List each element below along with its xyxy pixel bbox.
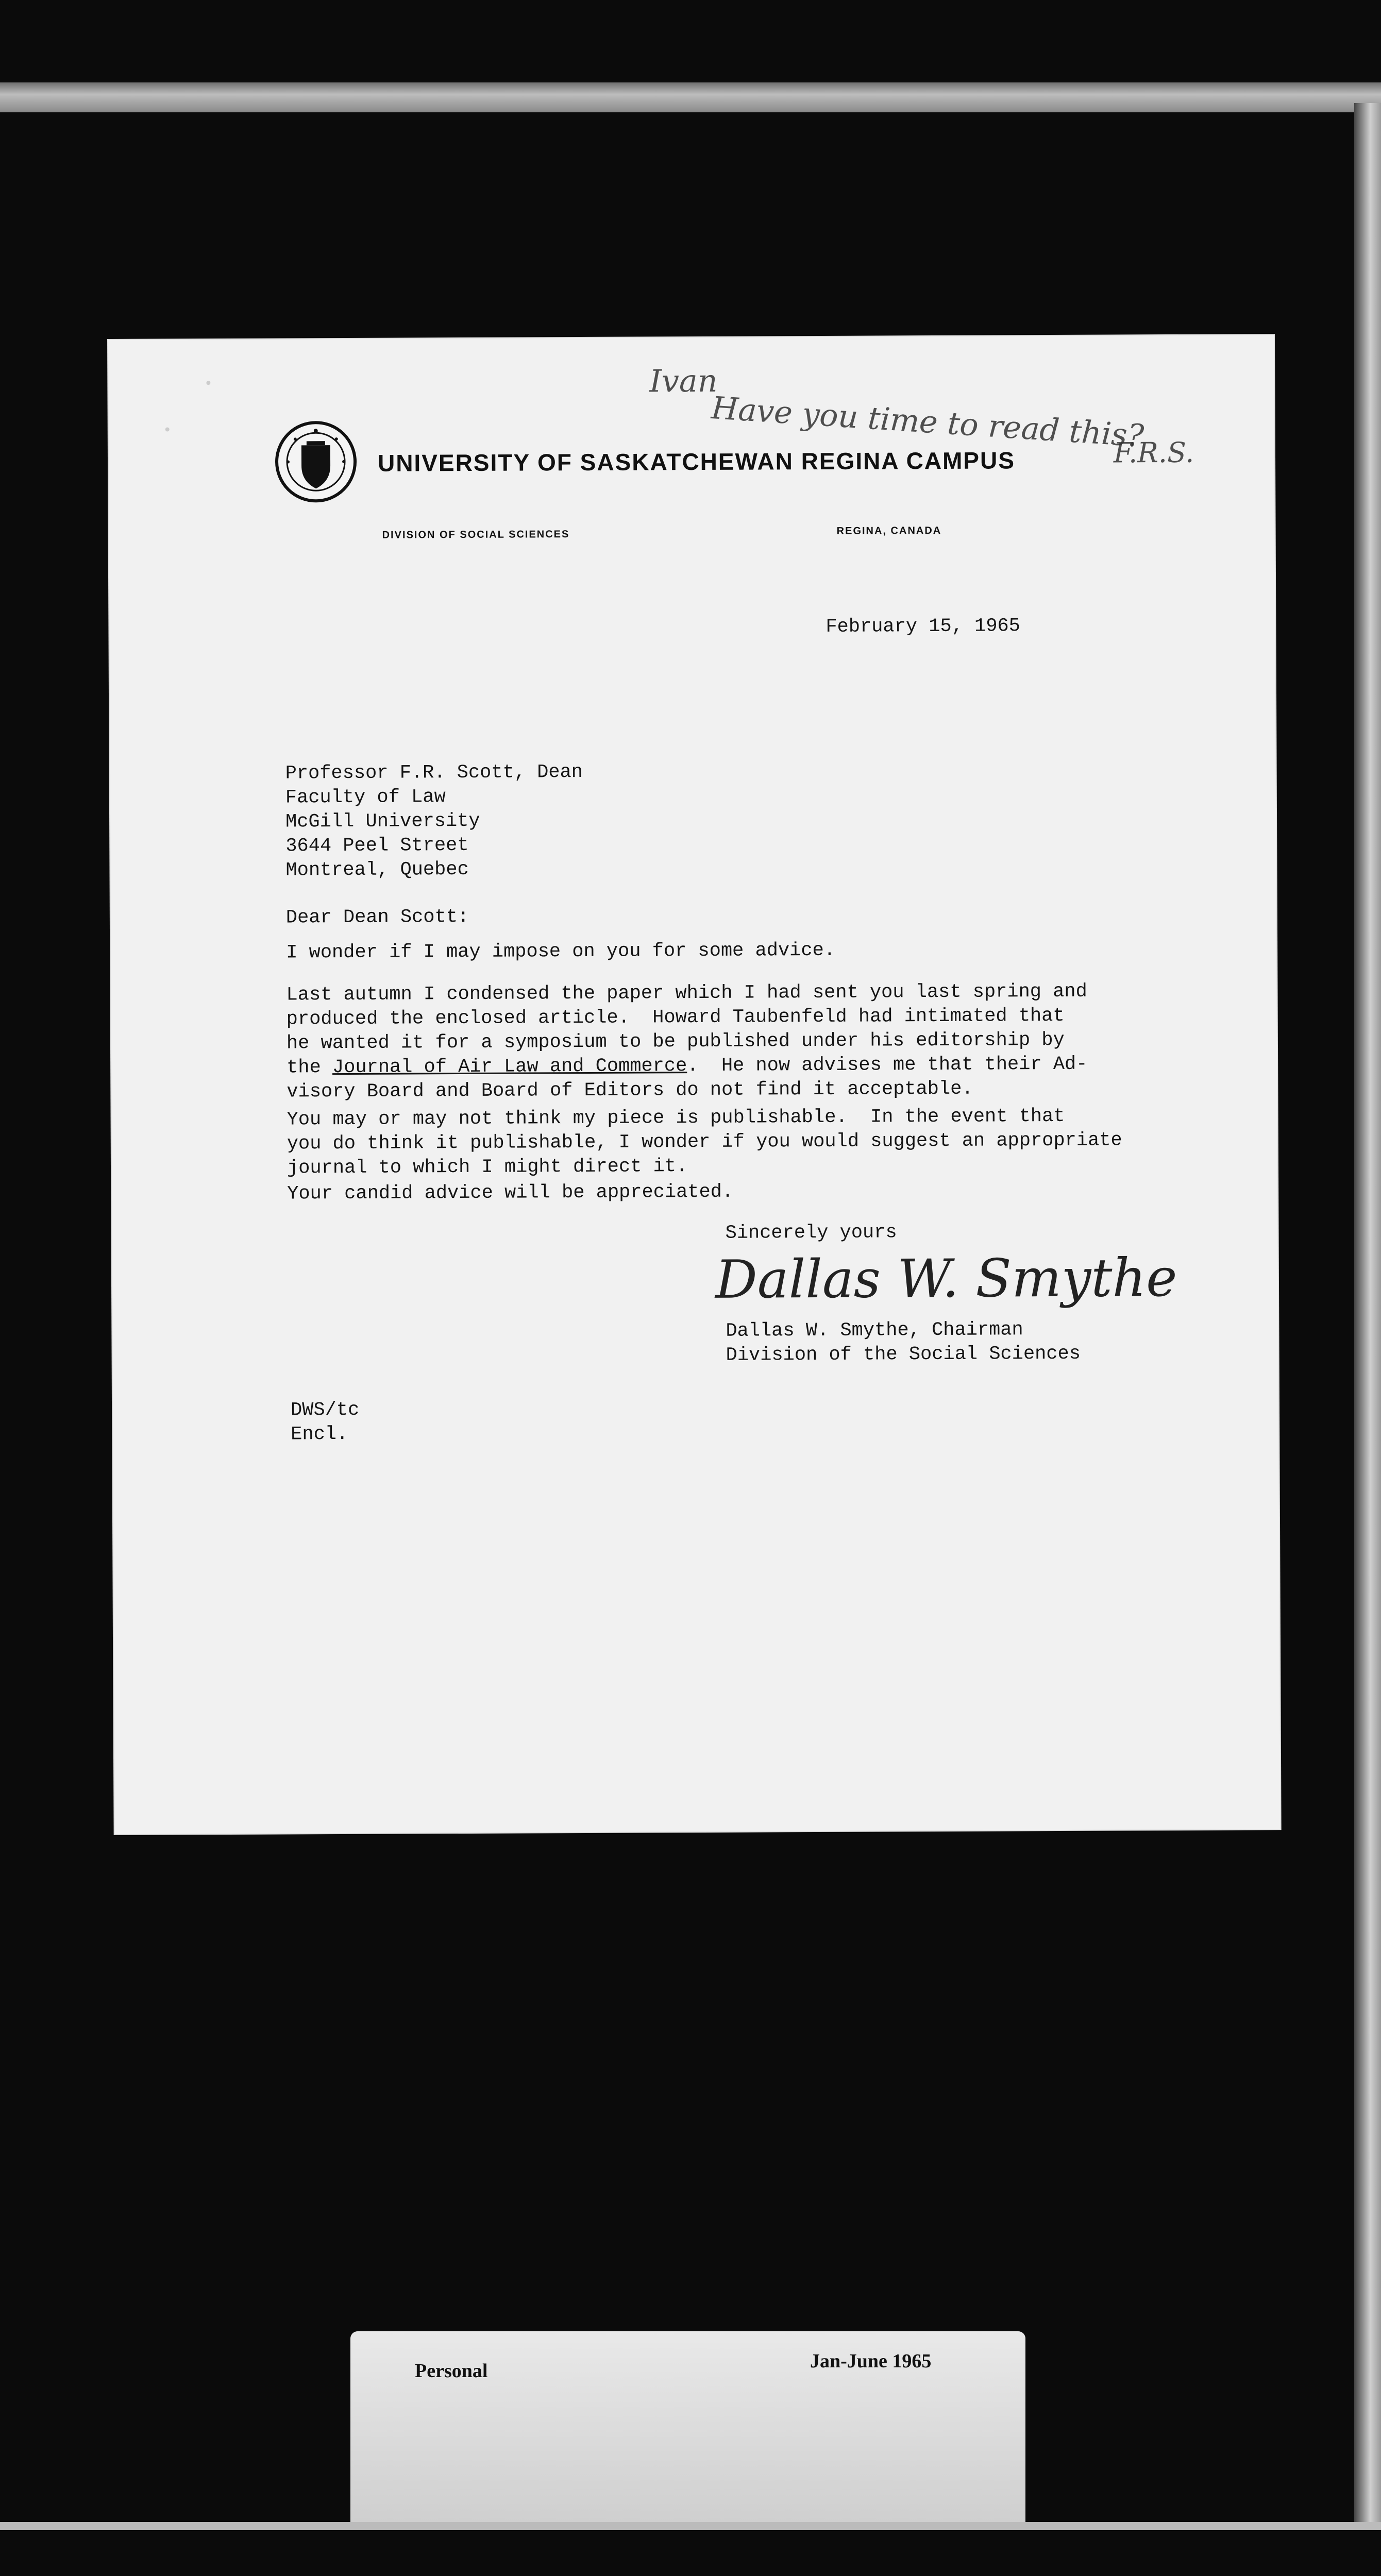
paragraph-line: . He now advises me that their Ad- <box>687 1053 1088 1077</box>
address-line: McGill University <box>285 810 480 833</box>
signer-block <box>726 1318 1081 1368</box>
paragraph-3 <box>287 1104 1122 1180</box>
paragraph-1: I wonder if I may impose on you for some advice. <box>286 939 836 964</box>
letter-page <box>108 335 1281 1834</box>
film-top-edge <box>0 82 1381 112</box>
enclosure-note: Encl. <box>291 1423 348 1446</box>
paragraph-line: produced the enclosed article. Howard Taubenfeld had intimated that <box>286 1005 1065 1030</box>
university-seal-icon <box>275 420 358 503</box>
film-bottom-edge <box>0 2522 1381 2530</box>
closing: Sincerely yours <box>725 1222 897 1244</box>
paper-speck <box>165 427 170 431</box>
address-line: Faculty of Law <box>285 786 446 809</box>
salutation: Dear Dean Scott: <box>285 906 469 929</box>
paragraph-line: journal to which I might direct it. <box>287 1156 688 1179</box>
address-line: Professor F.R. Scott, Dean <box>285 761 583 785</box>
division-name: DIVISION OF SOCIAL SCIENCES <box>382 529 570 541</box>
institution-location: REGINA, CANADA <box>836 524 942 537</box>
recipient-address <box>285 760 583 883</box>
paragraph-line: the <box>287 1057 333 1079</box>
signer-name: Dallas W. Smythe, Chairman <box>726 1319 1023 1342</box>
paragraph-line: Last autumn I condensed the paper which I had sent you last spring and <box>286 980 1087 1006</box>
letter-date: February 15, 1965 <box>826 615 1021 638</box>
paragraph-line: you do think it publishable, I wonder if you would suggest an appropriate <box>287 1129 1122 1155</box>
note-greeting: Ivan <box>649 363 718 400</box>
folder-label-category: Personal <box>415 2360 488 2382</box>
paragraph-2 <box>286 980 1087 1105</box>
note-body: Have you time to read this? <box>710 389 1145 454</box>
paragraph-line: visory Board and Board of Editors do not find it acceptable. <box>287 1078 973 1103</box>
paragraph-line: You may or may not think my piece is publishable. In the event that <box>287 1105 1065 1131</box>
address-line: Montreal, Quebec <box>285 858 469 882</box>
folder-label-dates: Jan-June 1965 <box>810 2350 932 2372</box>
paragraph-4: Your candid advice will be appreciated. <box>287 1181 734 1205</box>
address-line: 3644 Peel Street <box>285 834 469 857</box>
folder-tab <box>350 2331 1025 2522</box>
note-initials: F.R.S. <box>1113 436 1194 469</box>
film-right-edge <box>1354 103 1381 2524</box>
reference-initials <box>291 1398 360 1447</box>
institution-name: UNIVERSITY OF SASKATCHEWAN REGINA CAMPUS <box>377 447 1016 477</box>
journal-title: Journal of Air Law and Commerce <box>332 1055 687 1079</box>
reference-code: DWS/tc <box>290 1399 360 1421</box>
paper-speck <box>206 381 210 385</box>
paragraph-line: he wanted it for a symposium to be published under his editorship by <box>286 1029 1065 1055</box>
signature-script: Dallas W. Smythe <box>715 1247 1177 1311</box>
signer-title: Division of the Social Sciences <box>726 1343 1081 1366</box>
